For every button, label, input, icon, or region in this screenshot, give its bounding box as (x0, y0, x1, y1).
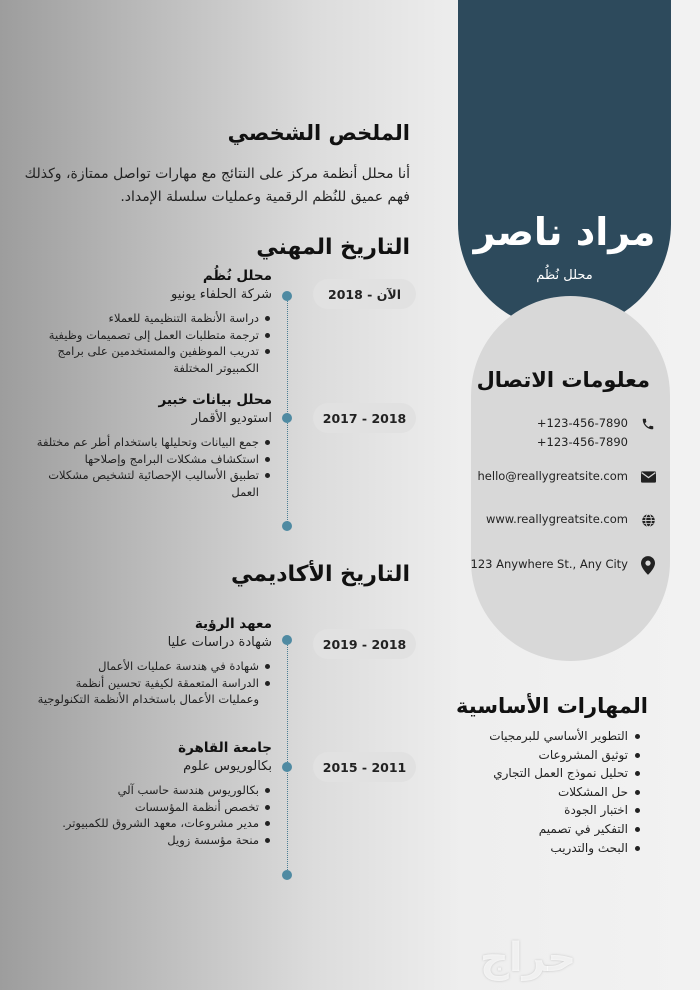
entry-title: جامعة القاهرة (178, 740, 272, 756)
work-timeline-line (287, 296, 288, 526)
email-text: hello@reallygreatsite.com (477, 469, 628, 483)
skill-item: تحليل نموذج العمل التجاري (432, 764, 642, 783)
contact-address-row (470, 555, 668, 575)
entry-org: بكالوريوس علوم (183, 759, 272, 774)
phone-icon (638, 414, 658, 434)
entry-bullets (32, 310, 272, 376)
summary-text: أنا محلل أنظمة مركز على النتائج مع مهارات تواصل ممتازة، وكذلك فهم عميق للنُظم الرقمية وعمليات سلسلة الإمداد. (24, 166, 410, 205)
entry-org: شهادة دراسات عليا (167, 635, 272, 650)
entry-bullets (32, 782, 272, 848)
bullet-item: الدراسة المتعمقة لكيفية تحسين أنظمة وعمليات الأعمال باستخدام الأنظمة التكنولوجية (32, 675, 272, 708)
phone-1: +123-456-7890 (536, 416, 628, 430)
timeline-dot (282, 870, 292, 880)
timeline-dot (282, 413, 292, 423)
bullet-item: دراسة الأنظمة التنظيمية للعملاء (32, 310, 272, 327)
bullet-item: ترجمة متطلبات العمل إلى تصميمات وظيفية (32, 327, 272, 344)
skill-item: اختبار الجودة (432, 801, 642, 820)
entry-org: شركة الحلفاء يونيو (171, 287, 272, 302)
bullet-item: تخصص أنظمة المؤسسات (32, 799, 272, 816)
bullet-item: استكشاف مشكلات البرامج وإصلاحها (32, 451, 272, 468)
bullet-item: تطبيق الأساليب الإحصائية لتشخيص مشكلات العمل (32, 467, 272, 500)
bullet-item: جمع البيانات وتحليلها باستخدام أطر عم مختلفة (32, 434, 272, 451)
skills-title: المهارات الأساسية (456, 694, 648, 718)
entry-org: استوديو الأقمار (191, 411, 272, 426)
entry-title: محلل بيانات خبير (158, 392, 272, 408)
work-history-title: التاريخ المهني (256, 235, 410, 260)
bullet-item: شهادة في هندسة عمليات الأعمال (32, 658, 272, 675)
watermark-logo: حراج (480, 935, 577, 981)
website-text: www.reallygreatsite.com (485, 512, 628, 526)
contact-phone-row (478, 414, 668, 434)
person-name: مراد ناصر (473, 210, 656, 254)
timeline-dot (282, 521, 292, 531)
entry-title: معهد الرؤية (194, 616, 272, 632)
job-title: محلل نُظُم (536, 268, 593, 283)
date-pill: 2011 - 2015 (313, 752, 416, 782)
location-pin-icon (638, 555, 658, 575)
date-pill: 2018 - 2017 (313, 403, 416, 433)
education-title: التاريخ الأكاديمي (230, 562, 410, 587)
address-text: 123 Anywhere St., Any City (470, 557, 628, 571)
bullet-item: منحة مؤسسة زويل (32, 832, 272, 849)
bullet-item: بكالوريوس هندسة حاسب آلي (32, 782, 272, 799)
contact-title: معلومات الاتصال (476, 368, 650, 392)
timeline-dot (282, 762, 292, 772)
phone-2: +123-456-7890 (536, 435, 628, 449)
timeline-dot (282, 291, 292, 301)
skill-item: التطوير الأساسي للبرمجيات (432, 727, 642, 746)
entry-bullets (32, 658, 272, 708)
globe-icon (638, 510, 658, 530)
bullet-item: مدير مشروعات، معهد الشروق للكمبيوتر. (32, 815, 272, 832)
summary-title: الملخص الشخصي (227, 121, 410, 145)
contact-website-row (478, 510, 668, 530)
education-entry (32, 615, 272, 708)
entry-title: محلل نُظُم (202, 268, 272, 284)
skill-item: التفكير في تصميم (432, 820, 642, 839)
skill-item: حل المشكلات (432, 783, 642, 802)
timeline-dot (282, 635, 292, 645)
education-timeline-line (287, 640, 288, 876)
mail-icon (638, 467, 658, 487)
bullet-item: تدريب الموظفين والمستخدمين على برامج الكمبيوتر المختلفة (32, 343, 272, 376)
date-pill: 2018 - 2019 (313, 629, 416, 659)
skill-item: توثيق المشروعات (432, 746, 642, 765)
skill-item: البحث والتدريب (432, 839, 642, 858)
contact-email-row (478, 467, 668, 487)
work-entry (32, 391, 272, 500)
entry-bullets (32, 434, 272, 500)
contact-phone2-row (478, 433, 668, 453)
education-entry (32, 739, 272, 848)
skills-list (432, 727, 642, 857)
work-entry (32, 267, 272, 376)
date-pill: الآن - 2018 (313, 279, 416, 309)
